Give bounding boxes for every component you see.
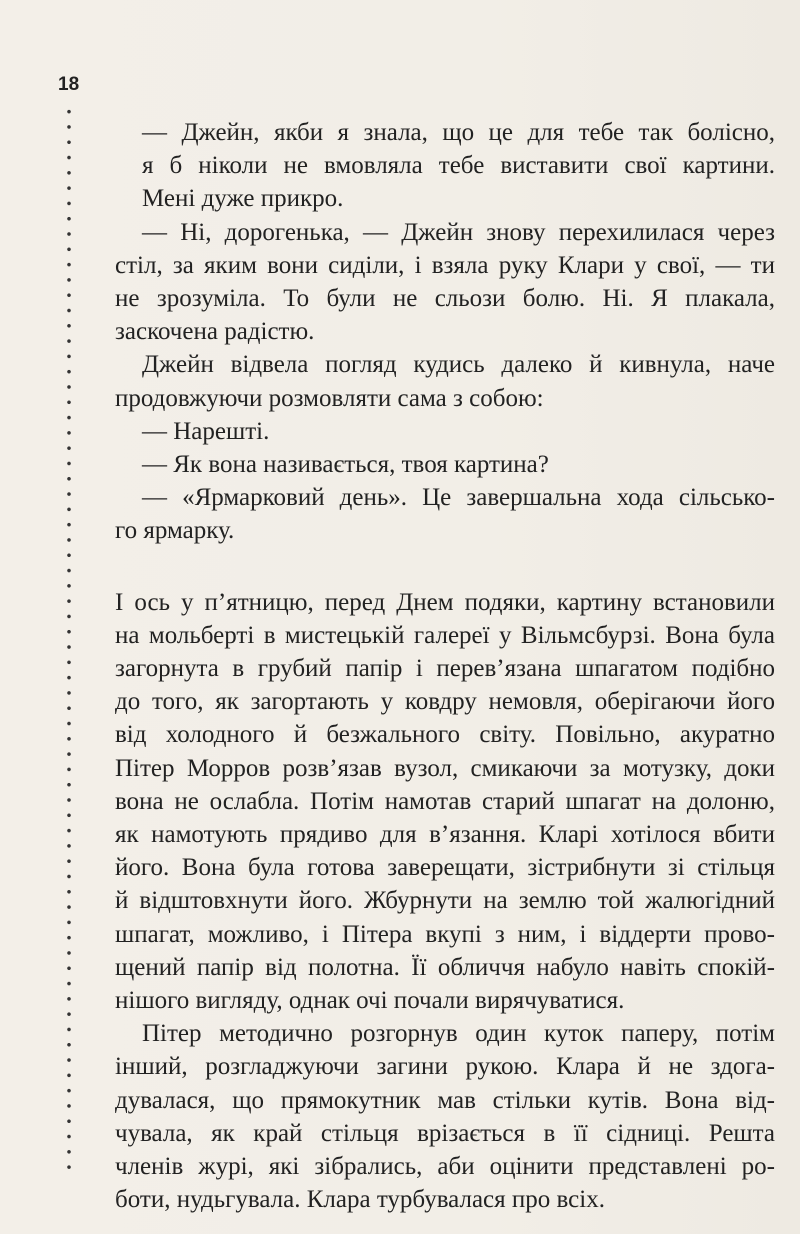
text-line: го ярмарку.	[115, 517, 235, 545]
text-line: Пітер Морров розв’язав вузол, смикаючи за мотузку, доки	[115, 754, 775, 782]
text-line: — Нарешті.	[142, 417, 270, 445]
paragraph	[115, 481, 775, 547]
text-line: Джейн відвела погляд кудись далеко й кивнула, наче	[142, 351, 775, 379]
text-line: боти, нудьгувала. Клара турбувалася про всіх.	[115, 1186, 605, 1214]
text-line: дувалася, що прямокутник мав стільки кутів. Вона від-	[115, 1086, 775, 1114]
text-line: шпагат, можливо, і Пітера вкупі з ним, і віддерти прово-	[115, 920, 775, 948]
section-break	[115, 548, 775, 586]
text-line: від холодного й безжального світу. Повільно, акуратно	[115, 721, 775, 749]
text-line: й відштовхнути його. Жбурнути на землю той жалюгідний	[115, 887, 775, 915]
paragraph	[115, 1017, 775, 1216]
text-line: його. Вона була готова заверещати, зістрибнути зі стільця	[115, 854, 775, 882]
paragraph	[115, 116, 775, 216]
text-line: стіл, за яким вони сиділи, і взяла руку Клари у свої, — ти	[115, 251, 775, 279]
paragraph	[115, 586, 775, 1018]
text-line: вона не ослабла. Потім намотав старий шпагат на долоню,	[115, 787, 775, 815]
text-line: інший, розгладжуючи загини рукою. Клара й не здога-	[115, 1053, 775, 1081]
text-line: Мені дуже прикро.	[142, 185, 344, 213]
text-line: Пітер методично розгорнув один куток паперу, потім	[142, 1020, 775, 1048]
text-line: щений папір від полотна. Її обличчя набуло навіть спокій-	[115, 953, 775, 981]
text-line: І ось у п’ятницю, перед Днем подяки, картину встановили	[115, 588, 775, 616]
dotted-margin-rule	[66, 104, 72, 1174]
text-line: заскочена радістю.	[115, 318, 315, 346]
paragraph	[115, 348, 775, 414]
text-line: продовжуючи розмовляти сама з собою:	[115, 384, 544, 412]
text-line: як намотують прядиво для в’язання. Кларі хотілося вбити	[115, 821, 775, 849]
text-line: до того, як загортають у ковдру немовля, оберігаючи його	[115, 688, 775, 716]
text-line: — «Ярмарковий день». Це завершальна хода сільсько-	[142, 484, 775, 512]
text-line: — Ні, дорогенька, — Джейн знову перехилилася через	[142, 218, 775, 246]
text-line: загорнута в грубий папір і перев’язана шпагатом подібно	[115, 655, 775, 683]
text-line: нішого вигляду, однак очі почали вирячуватися.	[115, 987, 625, 1015]
text-line: я б ніколи не вмовляла тебе виставити свої картини.	[142, 152, 775, 180]
text-line: — Джейн, якби я знала, що це для тебе так болісно,	[142, 119, 775, 146]
paragraph	[115, 448, 775, 481]
text-line: на мольберті в мистецькій галереї у Вільмсбурзі. Вона була	[115, 621, 775, 649]
paragraph	[115, 216, 775, 349]
text-line: не зрозуміла. То були не сльози болю. Ні. Я плакала,	[115, 285, 775, 313]
text-line: чувала, як край стільця врізається в її сідниці. Решта	[115, 1119, 775, 1147]
text-line: — Як вона називається, твоя картина?	[142, 451, 549, 479]
body-text	[115, 116, 775, 1217]
text-line: членів журі, які зібрались, аби оцінити представлені ро-	[115, 1153, 775, 1181]
paragraph	[115, 415, 775, 448]
page-number: 18	[58, 74, 80, 95]
